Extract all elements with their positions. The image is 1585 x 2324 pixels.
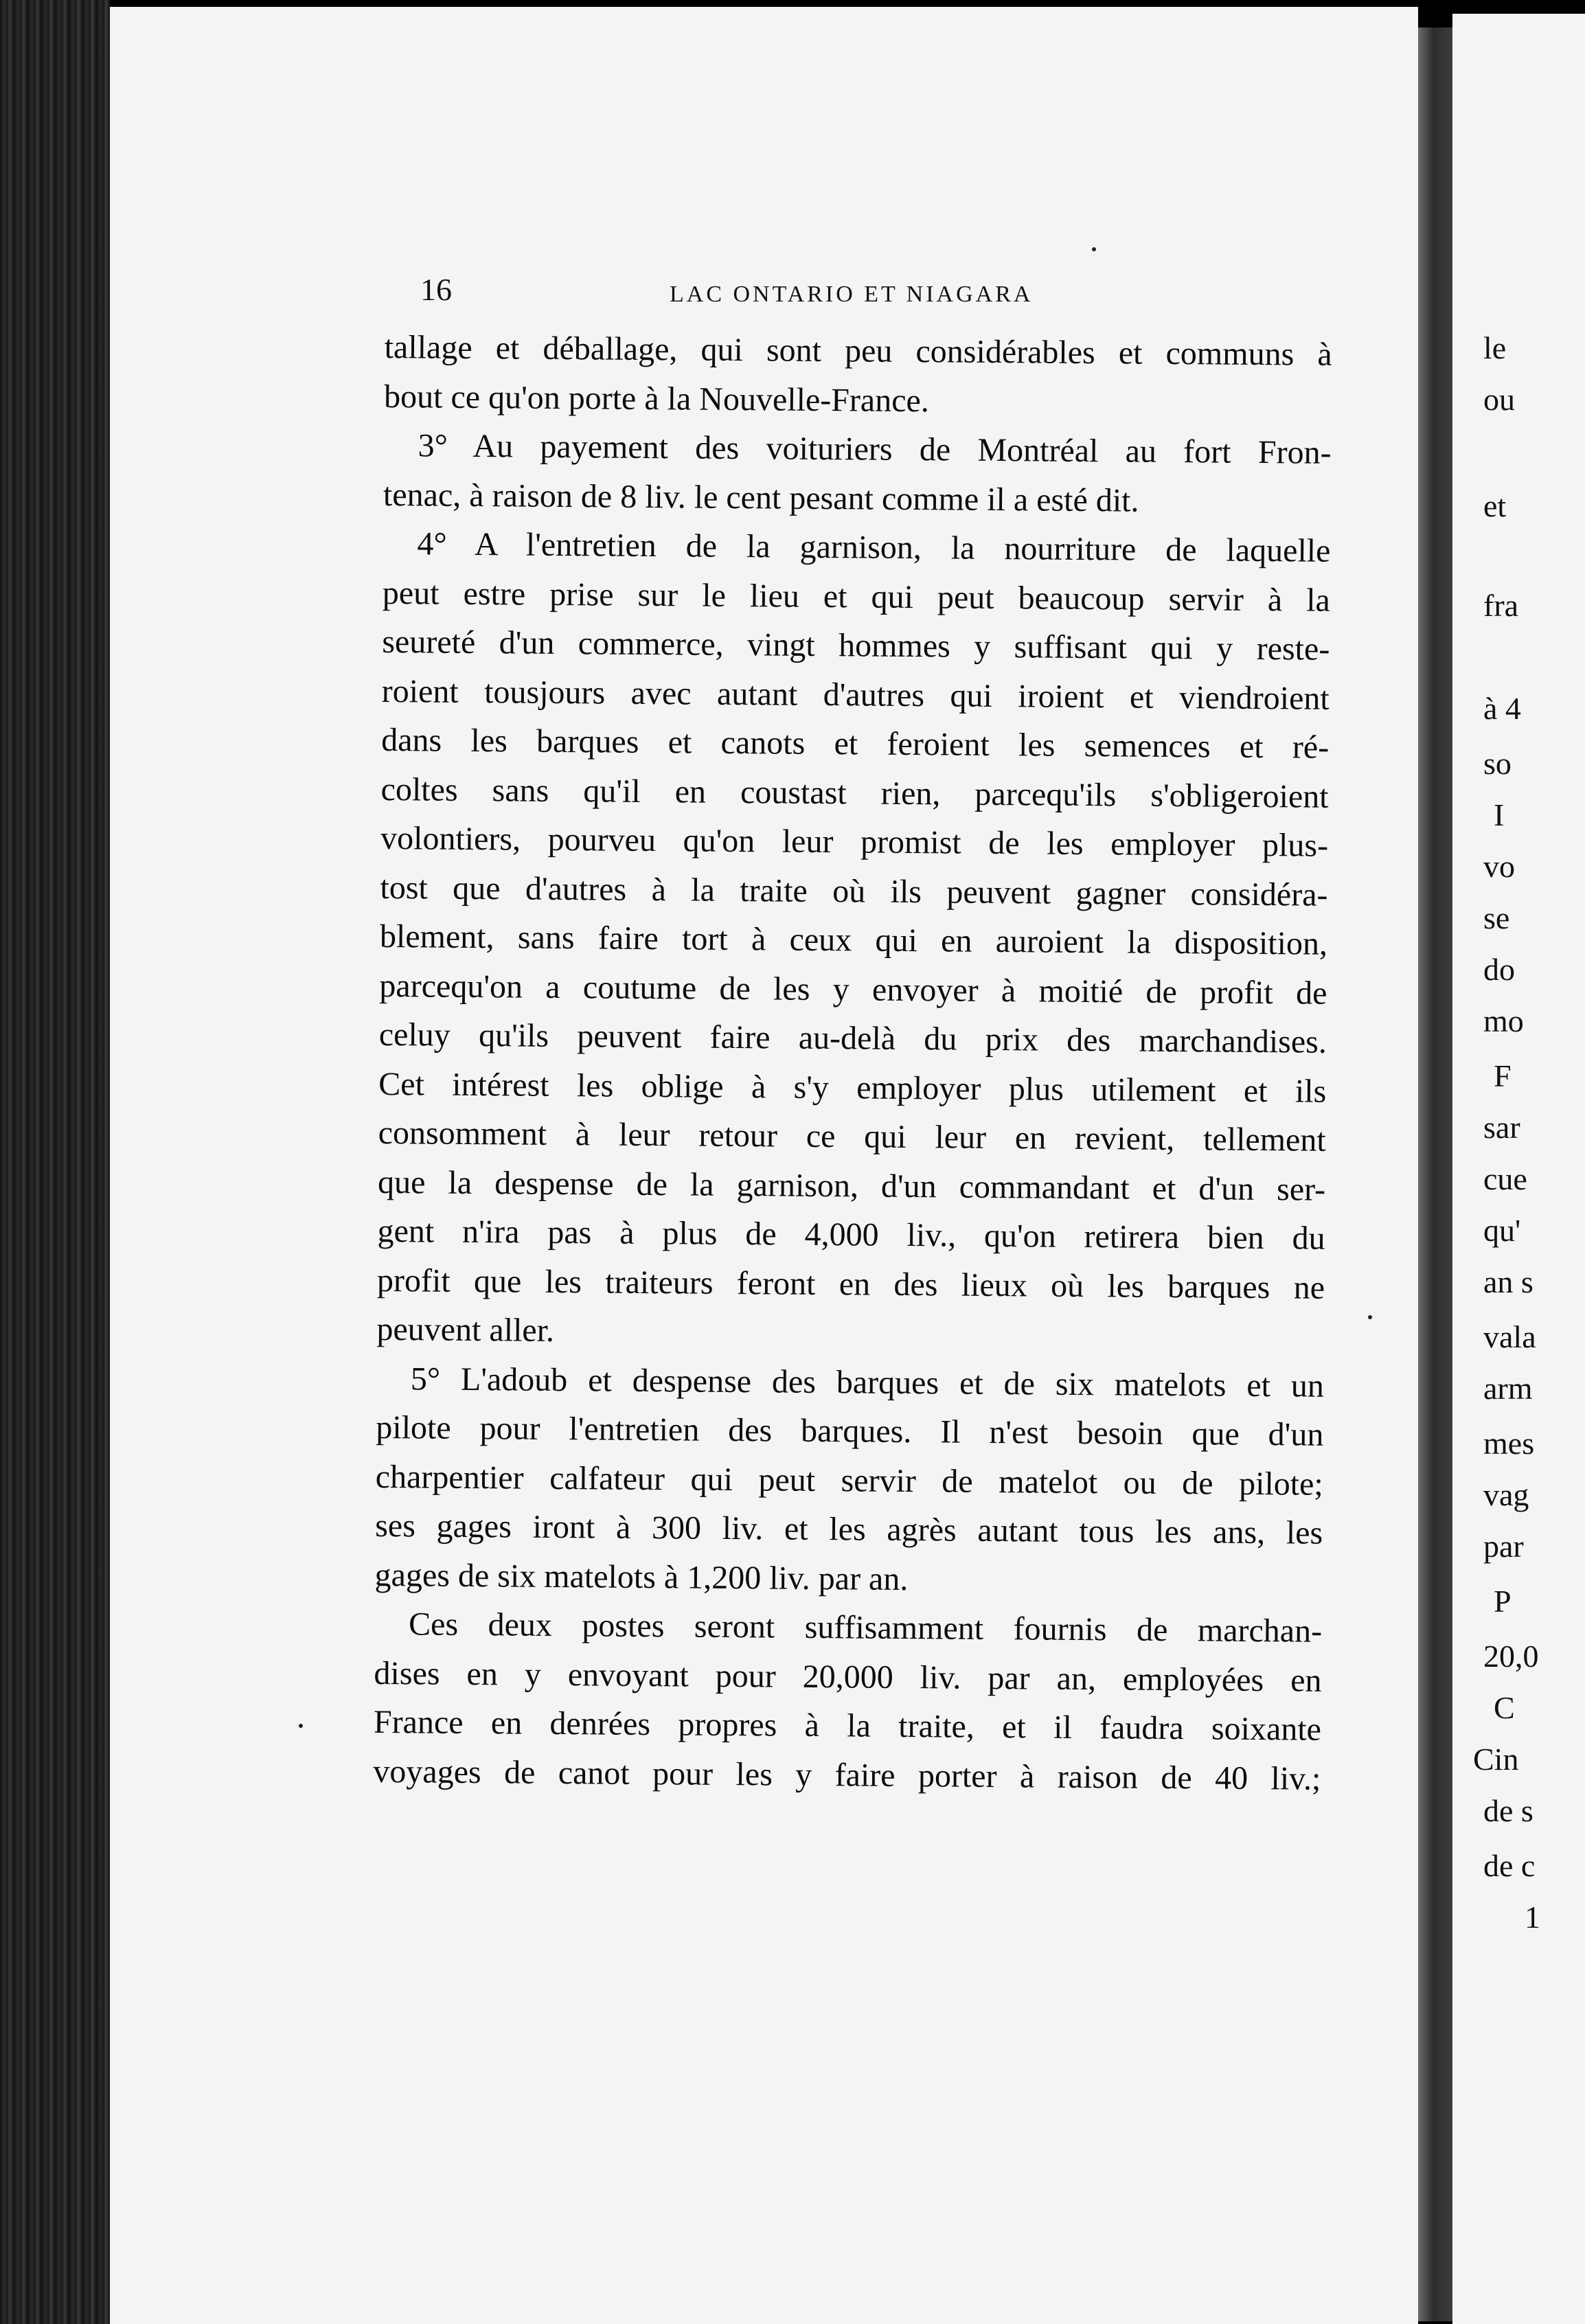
gutter-shadow bbox=[1418, 27, 1452, 2321]
text-line: dises en y envoyant pour 20,000 liv. par an, employées en bbox=[374, 1654, 1322, 1699]
text-line: voyages de canot pour les y faire porter à raison de 40 liv.; bbox=[373, 1753, 1321, 1797]
text-line: consomment à leur retour ce qui leur en revient, tellement bbox=[378, 1114, 1326, 1159]
paragraph-line bbox=[375, 1501, 1323, 1558]
text-line: dans les barques et canots et feroient les semences et ré- bbox=[381, 721, 1330, 766]
paragraph-line bbox=[376, 1354, 1325, 1410]
text-line: peuvent aller. bbox=[376, 1310, 555, 1349]
text-line: celuy qu'ils peuvent faire au-delà du prix des marchandises. bbox=[378, 1016, 1327, 1060]
facing-page-fragment: F bbox=[1494, 1058, 1512, 1093]
paragraph-line bbox=[383, 568, 1331, 624]
text-line: profit que les traiteurs feront en des lieux où les barques ne bbox=[376, 1262, 1325, 1306]
text-line: Ces deux postes seront suffisamment fournis de marchan- bbox=[408, 1606, 1323, 1650]
text-line: 4° A l'entretien de la garnison, la nourriture de laquelle bbox=[417, 525, 1331, 569]
paragraph-line bbox=[377, 1207, 1325, 1263]
facing-page-fragment: le bbox=[1483, 330, 1507, 365]
facing-page-fragment: vag bbox=[1483, 1477, 1529, 1512]
facing-page-fragment: ou bbox=[1483, 382, 1515, 417]
text-line: blement, sans faire tort à ceux qui en auroient la disposition, bbox=[379, 918, 1328, 962]
paragraph-line bbox=[374, 1550, 1323, 1606]
paragraph-line bbox=[381, 716, 1330, 772]
facing-page-fragment: I bbox=[1494, 797, 1505, 832]
facing-page-fragment: vala bbox=[1483, 1319, 1536, 1354]
paragraph-line bbox=[378, 1157, 1326, 1214]
scan-speck bbox=[1368, 1315, 1372, 1319]
paragraph-line bbox=[380, 764, 1329, 821]
facing-page-fragment: de s bbox=[1483, 1793, 1533, 1828]
facing-page-fragment: se bbox=[1483, 900, 1510, 935]
paragraph-line bbox=[383, 421, 1332, 477]
paragraph-line bbox=[377, 1255, 1325, 1312]
text-line: France en denrées propres à la traite, et il faudra soixante bbox=[373, 1703, 1322, 1748]
paragraph-line bbox=[376, 1452, 1324, 1508]
facing-page-fragment: vo bbox=[1483, 849, 1515, 884]
text-line: roient tousjours avec autant d'autres qui iroient et viendroient bbox=[381, 672, 1330, 717]
page-body bbox=[373, 323, 1332, 1803]
facing-page-fragment: fra bbox=[1483, 588, 1519, 623]
paragraph-line bbox=[374, 1698, 1322, 1754]
facing-page-fragment: P bbox=[1494, 1584, 1512, 1619]
page-number: 16 bbox=[420, 272, 452, 307]
paragraph-line bbox=[380, 863, 1328, 919]
text-line: tenac, à raison de 8 liv. le cent pesant comme il a esté dit. bbox=[383, 476, 1139, 519]
text-line: seureté d'un commerce, vingt hommes y suffisant qui y reste- bbox=[382, 623, 1330, 668]
facing-page-fragment: so bbox=[1483, 746, 1512, 781]
paragraph-line bbox=[378, 1108, 1326, 1165]
facing-page-fragment: Cin bbox=[1473, 1742, 1519, 1777]
scan-edge-texture bbox=[0, 0, 110, 2324]
text-line: parcequ'on a coutume de les y envoyer à moitié de profit de bbox=[379, 967, 1327, 1012]
running-head: LAC ONTARIO ET NIAGARA bbox=[670, 282, 1034, 307]
scan-speck bbox=[299, 1724, 303, 1728]
paragraph-line bbox=[383, 519, 1331, 576]
facing-page-fragment: sar bbox=[1483, 1110, 1520, 1145]
text-line: tallage et déballage, qui sont peu considérables et communs à bbox=[384, 328, 1332, 373]
facing-page-fragment: C bbox=[1494, 1690, 1515, 1725]
paragraph-line bbox=[373, 1746, 1321, 1803]
text-line: bout ce qu'on porte à la Nouvelle-France. bbox=[383, 378, 930, 419]
text-line: que la despense de la garnison, d'un commandant et d'un ser- bbox=[377, 1163, 1326, 1208]
text-line: gages de six matelots à 1,200 liv. par an. bbox=[374, 1556, 909, 1597]
facing-page-fragment: de c bbox=[1483, 1848, 1536, 1883]
text-line: coltes sans qu'il en coustast rien, parcequ'ils s'obligeroient bbox=[380, 771, 1329, 815]
paragraph-line bbox=[376, 1305, 1325, 1361]
text-line: pilote pour l'entretien des barques. Il n'est besoin que d'un bbox=[376, 1409, 1324, 1453]
text-line: tost que d'autres à la traite où ils peuvent gagner considéra- bbox=[380, 869, 1328, 913]
paragraph-line bbox=[382, 617, 1330, 674]
paragraph-line bbox=[374, 1648, 1322, 1705]
paragraph-line bbox=[382, 666, 1330, 722]
text-line: volontiers, pourveu qu'on leur promist de les employer plus- bbox=[380, 819, 1329, 864]
text-line: peut estre prise sur le lieu et qui peut beaucoup servir à la bbox=[382, 574, 1331, 619]
paragraph-line bbox=[383, 470, 1332, 526]
text-line: gent n'ira pas à plus de 4,000 liv., qu'on retirera bien du bbox=[377, 1212, 1325, 1257]
facing-page-fragment: qu' bbox=[1483, 1213, 1521, 1248]
text-line: ses gages iront à 300 liv. et les agrès autant tous les ans, les bbox=[375, 1507, 1323, 1551]
paragraph-line bbox=[384, 323, 1332, 379]
paragraph-line bbox=[380, 814, 1329, 870]
text-line: 3° Au payement des voituriers de Montréal au fort Fron- bbox=[418, 427, 1332, 471]
paragraph-line bbox=[379, 961, 1327, 1017]
paragraph-line bbox=[374, 1599, 1323, 1656]
facing-page-fragment: do bbox=[1483, 952, 1515, 987]
text-line: Cet intérest les oblige à s'y employer plus utilement et ils bbox=[378, 1065, 1327, 1110]
facing-page-fragment: cue bbox=[1483, 1161, 1527, 1196]
facing-page-fragment: à 4 bbox=[1483, 691, 1521, 726]
paragraph-line bbox=[384, 372, 1332, 428]
paragraph-line bbox=[380, 912, 1328, 968]
facing-page-fragment: et bbox=[1483, 488, 1507, 523]
paragraph-line bbox=[378, 1059, 1327, 1115]
paragraph-line bbox=[376, 1403, 1324, 1459]
facing-page-fragment: 20,0 bbox=[1483, 1639, 1539, 1674]
text-line: 5° L'adoub et despense des barques et de six matelots et un bbox=[410, 1360, 1325, 1404]
facing-page-fragment: arm bbox=[1483, 1371, 1533, 1406]
text-line: charpentier calfateur qui peut servir de matelot ou de pilote; bbox=[375, 1458, 1323, 1503]
facing-page-fragment: mes bbox=[1483, 1426, 1535, 1461]
facing-page-fragment: an s bbox=[1483, 1264, 1533, 1299]
facing-page-fragment: mo bbox=[1483, 1003, 1524, 1038]
facing-page-fragment: 1 bbox=[1525, 1900, 1540, 1935]
paragraph-line bbox=[379, 1010, 1327, 1067]
scan-speck bbox=[1092, 247, 1096, 251]
facing-page-fragment: par bbox=[1483, 1529, 1524, 1564]
